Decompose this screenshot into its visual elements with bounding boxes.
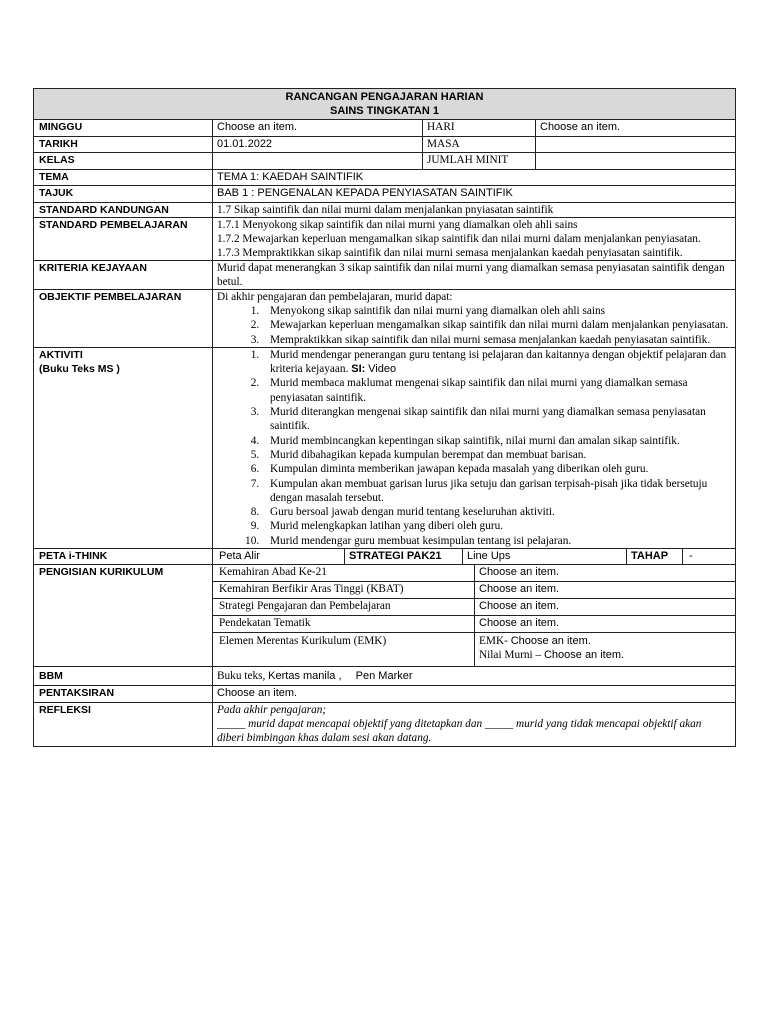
tahap-label: TAHAP: [627, 549, 683, 565]
list-item: 5. Murid dibahagikan kepada kumpulan berempat dan membuat barisan.: [262, 448, 731, 462]
tajuk-label: TAJUK: [34, 186, 213, 203]
pengisian-row-name: Pendekatan Tematik: [213, 616, 475, 633]
bbm-item-3: Pen Marker: [355, 670, 413, 683]
nilai-prefix: Nilai Murni –: [479, 649, 542, 662]
standard-kandungan-label: STANDARD KANDUNGAN: [34, 203, 213, 218]
aktiviti-item-1-text: Murid mendengar penerangan guru tentang isi pelajaran dan kaitannya dengan objektif pelajaran dan kriteria kejayaan.: [270, 348, 727, 376]
si-video: Video: [368, 363, 397, 376]
sp-line-3: 1.7.3 Mempraktikkan sikap saintifik dan nilai murni semasa menjalankan kaedah penyiasatan saintifik.: [217, 247, 683, 259]
aktiviti-sublabel: (Buku Teks MS ): [39, 362, 120, 375]
refleksi-line-1: Pada akhir pengajaran;: [217, 704, 327, 717]
objektif-value: [213, 290, 736, 348]
tema-label: TEMA: [34, 170, 213, 186]
sp-line-2: 1.7.2 Mewajarkan keperluan mengamalkan sikap saintifik dan nilai murni dalam menjalankan penyiasatan.: [217, 233, 701, 245]
bbm-item-1: Buku teks,: [217, 670, 266, 683]
list-item: [262, 348, 731, 377]
list-item: 9. Murid melengkapkan latihan yang diberi oleh guru.: [262, 519, 731, 533]
objektif-label: OBJEKTIF PEMBELAJARAN: [34, 290, 213, 348]
bbm-label: BBM: [34, 667, 213, 686]
bbm-value: [213, 667, 736, 686]
si-label: SI:: [351, 363, 366, 376]
aktiviti-label: [34, 347, 213, 548]
tahap-value[interactable]: -: [683, 549, 736, 565]
jumlah-minit-field[interactable]: [536, 153, 736, 170]
strategi-label: STRATEGI PAK21: [345, 549, 463, 565]
kriteria-value: Murid dapat menerangkan 3 sikap saintifik dan nilai murni yang diamalkan semasa penyiasatan saintifik dengan betul.: [213, 261, 736, 290]
aktiviti-list: [217, 348, 731, 548]
nilai-dropdown[interactable]: Choose an item.: [543, 649, 625, 662]
kelas-label: KELAS: [34, 153, 213, 170]
pengisian-dropdown[interactable]: Choose an item.: [475, 599, 736, 616]
emk-prefix: EMK-: [479, 635, 508, 648]
objektif-list: [217, 304, 731, 347]
strategi-value[interactable]: Line Ups: [463, 549, 627, 565]
kelas-field[interactable]: [213, 153, 423, 170]
masa-field[interactable]: [536, 137, 736, 153]
refleksi-label: REFLEKSI: [34, 703, 213, 747]
tarikh-label: TARIKH: [34, 137, 213, 153]
header-cell: [34, 89, 736, 120]
peta-value[interactable]: Peta Alir: [213, 549, 345, 565]
tajuk-value: BAB 1 : PENGENALAN KEPADA PENYIASATAN SAINTIFIK: [213, 186, 736, 203]
list-item: 2. Murid membaca maklumat mengenai sikap saintifik dan nilai murni yang diamalkan semasa penyiasatan saintifik.: [262, 376, 731, 405]
standard-pembelajaran-value: [213, 218, 736, 261]
list-item: 3. Mempraktikkan sikap saintifik dan nilai murni semasa menjalankan kaedah penyiasatan saintifik.: [262, 333, 731, 347]
sp-line-1: 1.7.1 Menyokong sikap saintifik dan nilai murni yang diamalkan oleh ahli sains: [217, 219, 578, 231]
standard-kandungan-value: 1.7 Sikap saintifik dan nilai murni dalam menjalankan pnyiasatan saintifik: [213, 203, 736, 218]
list-item: 8. Guru bersoal jawab dengan murid tentang keseluruhan aktiviti.: [262, 505, 731, 519]
page-title: RANCANGAN PENGAJARAN HARIAN: [285, 91, 484, 103]
jumlah-minit-label: JUMLAH MINIT: [423, 153, 536, 170]
lesson-plan-table: [33, 88, 736, 747]
aktiviti-title: AKTIVITI: [39, 348, 83, 361]
pengisian-row-name: Kemahiran Berfikir Aras Tinggi (KBAT): [213, 582, 475, 599]
hari-label: HARI: [423, 120, 536, 137]
kriteria-label: KRITERIA KEJAYAAN: [34, 261, 213, 290]
emk-name: Elemen Merentas Kurikulum (EMK): [213, 633, 475, 667]
tema-value: TEMA 1: KAEDAH SAINTIFIK: [213, 170, 736, 186]
pengisian-cell: [213, 565, 736, 667]
list-item: 2. Mewajarkan keperluan mengamalkan sikap saintifik dan nilai murni dalam menjalankan penyiasatan.: [262, 318, 731, 332]
standard-pembelajaran-label: STANDARD PEMBELAJARAN: [34, 218, 213, 261]
peta-label: PETA i-THINK: [34, 549, 213, 565]
pentaksiran-label: PENTAKSIRAN: [34, 686, 213, 703]
aktiviti-value: [213, 347, 736, 548]
emk-dropdown[interactable]: Choose an item.: [510, 635, 591, 648]
pengisian-row-name: Kemahiran Abad Ke-21: [213, 565, 475, 582]
list-item: 7. Kumpulan akan membuat garisan lurus jika setuju dan garisan terpisah-pisah jika tidak bersetuju dengan masalah tersebut.: [262, 477, 731, 506]
minggu-dropdown[interactable]: Choose an item.: [213, 120, 423, 137]
list-item: 1. Menyokong sikap saintifik dan nilai murni yang diamalkan oleh ahli sains: [262, 304, 731, 318]
pengisian-dropdown[interactable]: Choose an item.: [475, 565, 736, 582]
page-subtitle: SAINS TINGKATAN 1: [330, 105, 439, 117]
bbm-item-2: Kertas manila ,: [268, 670, 342, 683]
hari-dropdown[interactable]: Choose an item.: [536, 120, 736, 137]
list-item: 4. Murid membincangkan kepentingan sikap saintifik, nilai murni dan amalan sikap saintifik.: [262, 434, 731, 448]
lesson-plan-sheet: [33, 88, 735, 747]
emk-cell: [475, 633, 736, 667]
peta-row: [213, 549, 736, 565]
pentaksiran-dropdown[interactable]: Choose an item.: [213, 686, 736, 703]
list-item: 3. Murid diterangkan mengenai sikap saintifik dan nilai murni yang diamalkan semasa penyiasatan saintifik.: [262, 405, 731, 434]
masa-label: MASA: [423, 137, 536, 153]
pengisian-dropdown[interactable]: Choose an item.: [475, 616, 736, 633]
minggu-label: MINGGU: [34, 120, 213, 137]
list-item: 10. Murid mendengar guru membuat kesimpulan tentang isi pelajaran.: [262, 534, 731, 548]
pengisian-row-name: Strategi Pengajaran dan Pembelajaran: [213, 599, 475, 616]
refleksi-value: [213, 703, 736, 747]
tarikh-field[interactable]: 01.01.2022: [213, 137, 423, 153]
refleksi-line-2: _____ murid dapat mencapai objektif yang ditetapkan dan _____ murid yang tidak mencapai objektif akan diberi bimbingan khas dalam sesi akan datang.: [217, 718, 702, 745]
objektif-intro: Di akhir pengajaran dan pembelajaran, murid dapat:: [217, 291, 453, 303]
list-item: 6. Kumpulan diminta memberikan jawapan kepada masalah yang diberikan oleh guru.: [262, 462, 731, 476]
pengisian-dropdown[interactable]: Choose an item.: [475, 582, 736, 599]
pengisian-label: PENGISIAN KURIKULUM: [34, 565, 213, 667]
